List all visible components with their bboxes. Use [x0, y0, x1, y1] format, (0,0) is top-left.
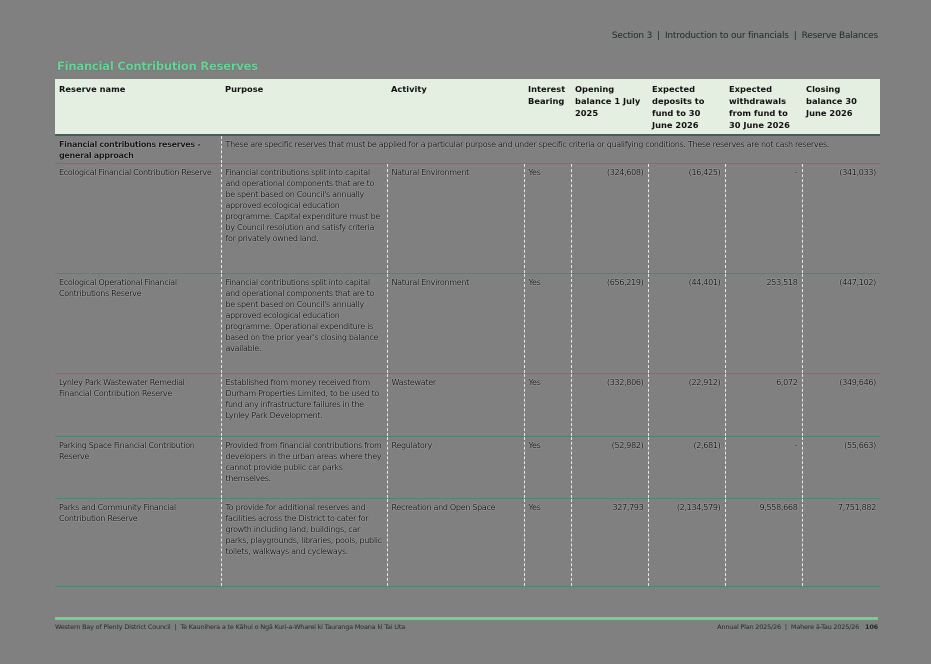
reserve-interest-bearing: Yes — [524, 274, 571, 374]
reserve-purpose: To provide for additional reserves and facilities across the District to cater for growth including land, buildings, car parks, playgrounds, libraries, pools, public toilets, walkways and cycleways. — [221, 499, 387, 587]
footer-plan-name-maori: Mahere ā-Tau 2025/26 — [790, 623, 860, 631]
footer-council-name-maori: Te Kaunihera a te Kāhui o Ngā Kuri-a-Wharei ki Tauranga Moana ki Tai Uta — [180, 623, 405, 631]
reserve-name: Parking Space Financial Contribution Reserve — [59, 441, 195, 461]
reserve-expected-deposits: (2,681) — [648, 437, 725, 499]
footer-separator: | — [174, 623, 177, 631]
reserve-expected-withdrawals: - — [725, 437, 802, 499]
column-header-expected-deposits: Expected deposits to fund to 30 June 2026 — [648, 79, 725, 135]
reserve-expected-deposits: (16,425) — [648, 164, 725, 274]
reserve-name: Lynley Park Wastewater Remedial Financial Contribution Reserve — [59, 378, 185, 398]
reserve-purpose: Established from money received from Durham Properties Limited, to be used to fund any infrastructure failures in the Lynley Park Development. — [221, 374, 387, 437]
reserve-opening-balance: (52,982) — [571, 437, 648, 499]
reserve-closing-balance: (447,102) — [802, 274, 880, 374]
reserve-expected-withdrawals: 9,558,668 — [725, 499, 802, 587]
reserve-expected-withdrawals: - — [725, 164, 802, 274]
reserve-name: Parks and Community Financial Contribution Reserve — [59, 503, 176, 523]
table-row — [55, 274, 880, 374]
table-row — [55, 164, 880, 274]
reserve-purpose: Financial contributions split into capital and operational components that are to be spent based on Council's annually approved ecological education programme. Capital expenditure must be by Council resolution and satisfy criteria for privately owned land. — [221, 164, 387, 274]
reserve-interest-bearing: Yes — [524, 499, 571, 587]
reserve-opening-balance: (324,608) — [571, 164, 648, 274]
footer-separator: | — [784, 623, 787, 631]
table-row — [55, 499, 880, 587]
general-approach-name: Financial contributions reserves - general approach — [59, 140, 201, 160]
table-row — [55, 437, 880, 499]
column-header-expected-withdrawals: Expected withdrawals from fund to 30 June 2026 — [725, 79, 802, 135]
reserve-opening-balance: (332,806) — [571, 374, 648, 437]
general-approach-description: These are specific reserves that must be applied for a particular purpose and under specific criteria or qualifying conditions. These reserves are not cash reserves. — [221, 135, 880, 164]
reserve-purpose: Financial contributions split into capital and operational components that are to be spent based on Council's annually approved ecological education programme. Operational expenditure is based on the prior year's closing balance available. — [221, 274, 387, 374]
breadcrumb-separator: | — [793, 31, 797, 41]
reserve-activity: Regulatory — [387, 437, 524, 499]
reserve-name: Ecological Operational Financial Contributions Reserve — [59, 278, 177, 298]
footer-document-info — [717, 623, 878, 631]
reserve-expected-deposits: (44,401) — [648, 274, 725, 374]
footer-council-name: Western Bay of Plenty District Council — [55, 623, 171, 631]
reserve-interest-bearing: Yes — [524, 164, 571, 274]
reserve-activity: Recreation and Open Space — [387, 499, 524, 587]
breadcrumb — [612, 31, 878, 41]
reserve-expected-deposits: (22,912) — [648, 374, 725, 437]
footer-plan-name: Annual Plan 2025/26 — [717, 623, 781, 631]
reserve-purpose: Provided from financial contributions from developers in the urban areas where they cannot provide public car parks themselves. — [221, 437, 387, 499]
breadcrumb-section: Section 3 — [611, 31, 653, 41]
breadcrumb-page: Reserve Balances — [801, 31, 878, 41]
reserve-expected-withdrawals: 253,518 — [725, 274, 802, 374]
reserve-expected-withdrawals: 6,072 — [725, 374, 802, 437]
column-header-reserve-name: Reserve name — [55, 79, 221, 135]
column-header-purpose: Purpose — [221, 79, 387, 135]
reserves-table — [55, 79, 880, 587]
section-title: Financial Contribution Reserves — [57, 59, 258, 73]
column-header-interest-bearing: Interest Bearing — [524, 79, 571, 135]
reserve-activity: Natural Environment — [387, 164, 524, 274]
reserve-opening-balance: 327,793 — [571, 499, 648, 587]
reserve-expected-deposits: (2,134,579) — [648, 499, 725, 587]
reserve-name: Ecological Financial Contribution Reserve — [59, 168, 212, 177]
column-header-activity: Activity — [387, 79, 524, 135]
reserve-closing-balance: (341,033) — [802, 164, 880, 274]
reserve-interest-bearing: Yes — [524, 437, 571, 499]
general-approach-row — [55, 135, 880, 164]
reserve-closing-balance: (55,663) — [802, 437, 880, 499]
reserve-closing-balance: 7,751,882 — [802, 499, 880, 587]
table-row — [55, 374, 880, 437]
reserve-activity: Wastewater — [387, 374, 524, 437]
reserve-interest-bearing: Yes — [524, 374, 571, 437]
table-header-row — [55, 79, 880, 135]
reserve-opening-balance: (656,219) — [571, 274, 648, 374]
footer-divider — [55, 617, 878, 620]
column-header-closing-balance: Closing balance 30 June 2026 — [802, 79, 880, 135]
breadcrumb-chapter: Introduction to our financials — [664, 31, 789, 41]
reserve-closing-balance: (349,646) — [802, 374, 880, 437]
breadcrumb-separator: | — [657, 31, 660, 41]
column-header-opening-balance: Opening balance 1 July 2025 — [571, 79, 648, 135]
page-number: 106 — [865, 623, 878, 631]
footer-organisation — [55, 623, 405, 631]
reserve-activity: Natural Environment — [387, 274, 524, 374]
